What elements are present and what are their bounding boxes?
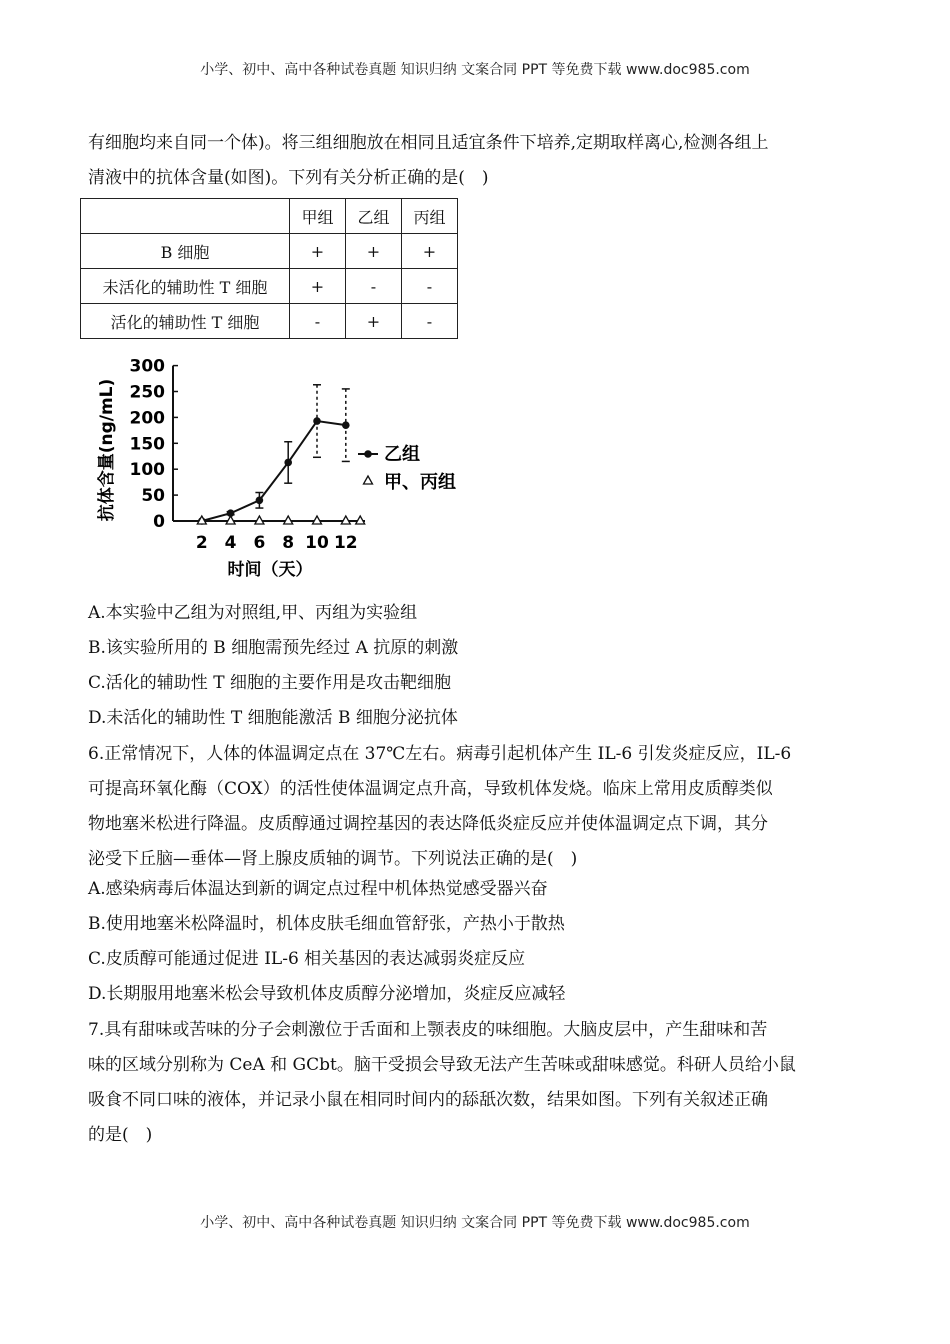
data-point-yi [313, 417, 321, 425]
y-tick-label: 0 [153, 512, 165, 532]
y-tick-label: 200 [129, 408, 165, 429]
q7-stem-line-4: 的是( ) [88, 1125, 153, 1145]
q5-option-d: D.未活化的辅助性 T 细胞能激活 B 细胞分泌抗体 [88, 708, 458, 728]
table-cell: + [346, 234, 402, 269]
table-cell: 丙组 [402, 199, 458, 234]
series-line-yi [202, 421, 346, 521]
table-cell: 乙组 [346, 199, 402, 234]
x-tick-label: 12 [333, 533, 358, 553]
table-cell: 甲组 [290, 199, 346, 234]
q5-option-b: B.该实验所用的 B 细胞需预先经过 A 抗原的刺激 [88, 638, 459, 658]
table-cell: - [290, 304, 346, 339]
q7-stem-line-2: 味的区域分别称为 CeA 和 GCbt。脑干受损会导致无法产生苦味或甜味感觉。科研人员给小鼠 [88, 1055, 796, 1075]
page-header: 小学、初中、高中各种试卷真题 知识归纳 文案合同 PPT 等免费下载 www.doc985.com [200, 62, 750, 78]
table-cell: - [402, 269, 458, 304]
y-tick-label: 300 [129, 356, 165, 377]
table-cell: + [402, 234, 458, 269]
q6-option-a: A.感染病毒后体温达到新的调定点过程中机体热觉感受器兴奋 [88, 879, 548, 899]
table-row [81, 304, 458, 339]
q7-stem-line-3: 吸食不同口味的液体，并记录小鼠在相同时间内的舔舐次数，结果如图。下列有关叙述正确 [88, 1090, 768, 1110]
y-tick-label: 250 [129, 382, 165, 403]
y-tick-label: 150 [129, 434, 165, 455]
q5-option-c: C.活化的辅助性 T 细胞的主要作用是攻击靶细胞 [88, 673, 451, 693]
q6-stem-line-1: 6.正常情况下，人体的体温调定点在 37℃左右。病毒引起机体产生 IL-6 引发炎症反应，IL-6 [88, 744, 792, 764]
q7-stem-line-1: 7.具有甜味或苦味的分子会刺激位于舌面和上颚表皮的味细胞。大脑皮层中，产生甜味和苦 [88, 1020, 768, 1040]
q6-option-c: C.皮质醇可能通过促进 IL-6 相关基因的表达减弱炎症反应 [88, 949, 526, 969]
table-row [81, 269, 458, 304]
legend-label-jia-bing: 甲、丙组 [384, 472, 456, 493]
x-tick-label: 4 [224, 533, 237, 553]
y-tick-label: 50 [141, 486, 165, 507]
data-point-yi [256, 496, 264, 504]
x-tick-label: 10 [305, 533, 329, 553]
y-tick-label: 100 [129, 460, 165, 481]
table-cell [81, 199, 290, 234]
table-cell: 未活化的辅助性 T 细胞 [81, 269, 290, 304]
x-tick-label: 2 [195, 533, 208, 553]
q6-option-b: B.使用地塞米松降温时，机体皮肤毛细血管舒张，产热小于散热 [88, 914, 565, 934]
table-cell: + [346, 304, 402, 339]
legend-label-yi: 乙组 [384, 444, 420, 465]
table-cell: + [290, 234, 346, 269]
table-cell: - [402, 304, 458, 339]
table-row [81, 234, 458, 269]
table-cell: B 细胞 [81, 234, 290, 269]
chart-xlabel: 时间（天） [227, 560, 313, 580]
table-cell: - [346, 269, 402, 304]
table-header-row [81, 199, 458, 234]
legend-marker-jia-bing [364, 476, 373, 484]
legend-marker-yi [364, 450, 372, 458]
intro-line-2: 清液中的抗体含量(如图)。下列有关分析正确的是( ) [88, 168, 489, 188]
q6-stem-line-4: 泌受下丘脑—垂体—肾上腺皮质轴的调节。下列说法正确的是( ) [88, 849, 578, 869]
chart-ylabel: 抗体含量(ng/mL) [97, 378, 117, 522]
experiment-table [80, 198, 458, 339]
q6-option-d: D.长期服用地塞米松会导致机体皮质醇分泌增加，炎症反应减轻 [88, 984, 566, 1004]
q5-option-a: A.本实验中乙组为对照组,甲、丙组为实验组 [88, 603, 418, 623]
intro-line-1: 有细胞均来自同一个体)。将三组细胞放在相同且适宜条件下培养,定期取样离心,检测各组上 [88, 133, 769, 153]
page-footer: 小学、初中、高中各种试卷真题 知识归纳 文案合同 PPT 等免费下载 www.doc985.com [200, 1215, 750, 1231]
data-point-yi [342, 421, 350, 429]
q6-stem-line-2: 可提高环氧化酶（COX）的活性使体温调定点升高，导致机体发烧。临床上常用皮质醇类似 [88, 779, 773, 799]
data-point-yi [284, 459, 292, 467]
x-tick-label: 6 [253, 533, 266, 553]
table-cell: + [290, 269, 346, 304]
table-cell: 活化的辅助性 T 细胞 [81, 304, 290, 339]
antibody-chart [88, 350, 488, 590]
q6-stem-line-3: 物地塞米松进行降温。皮质醇通过调控基因的表达降低炎症反应并使体温调定点下调，其分 [88, 814, 768, 834]
x-tick-label: 8 [282, 533, 295, 553]
